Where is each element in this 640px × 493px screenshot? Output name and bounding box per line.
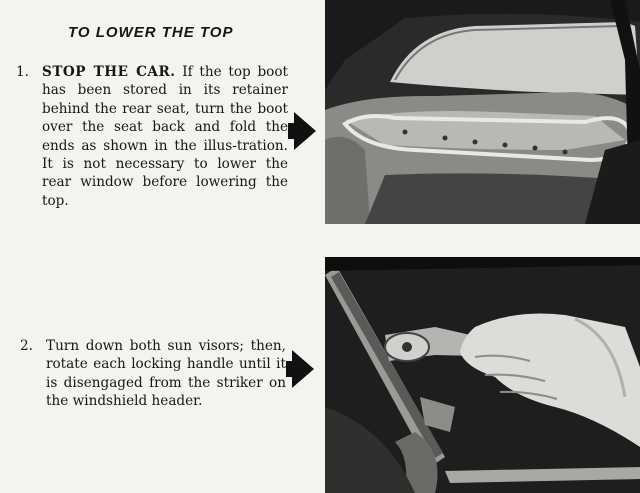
pointer-arrow-icon: [292, 350, 314, 388]
step-number: 1.: [16, 64, 29, 80]
step-body: If the top boot has been stored in its retainer behind the rear seat, turn the boot over the seat back and fold the ends as shown in the illus-tration. It is not necessary to lower the rear window before lowering the top.: [42, 64, 288, 209]
step-text: [42, 63, 288, 210]
pointer-arrow-icon: [294, 112, 316, 150]
step-number: 2.: [20, 338, 33, 354]
step-text: Turn down both sun visors; then, rotate each locking handle until it is disengaged from the striker on the windshield header.: [46, 338, 286, 410]
photo-locking-handle: [325, 257, 640, 493]
step-lead: STOP THE CAR.: [42, 64, 176, 80]
page-heading: TO LOWER THE TOP: [68, 24, 234, 41]
photo-folded-top-boot: [325, 0, 640, 224]
